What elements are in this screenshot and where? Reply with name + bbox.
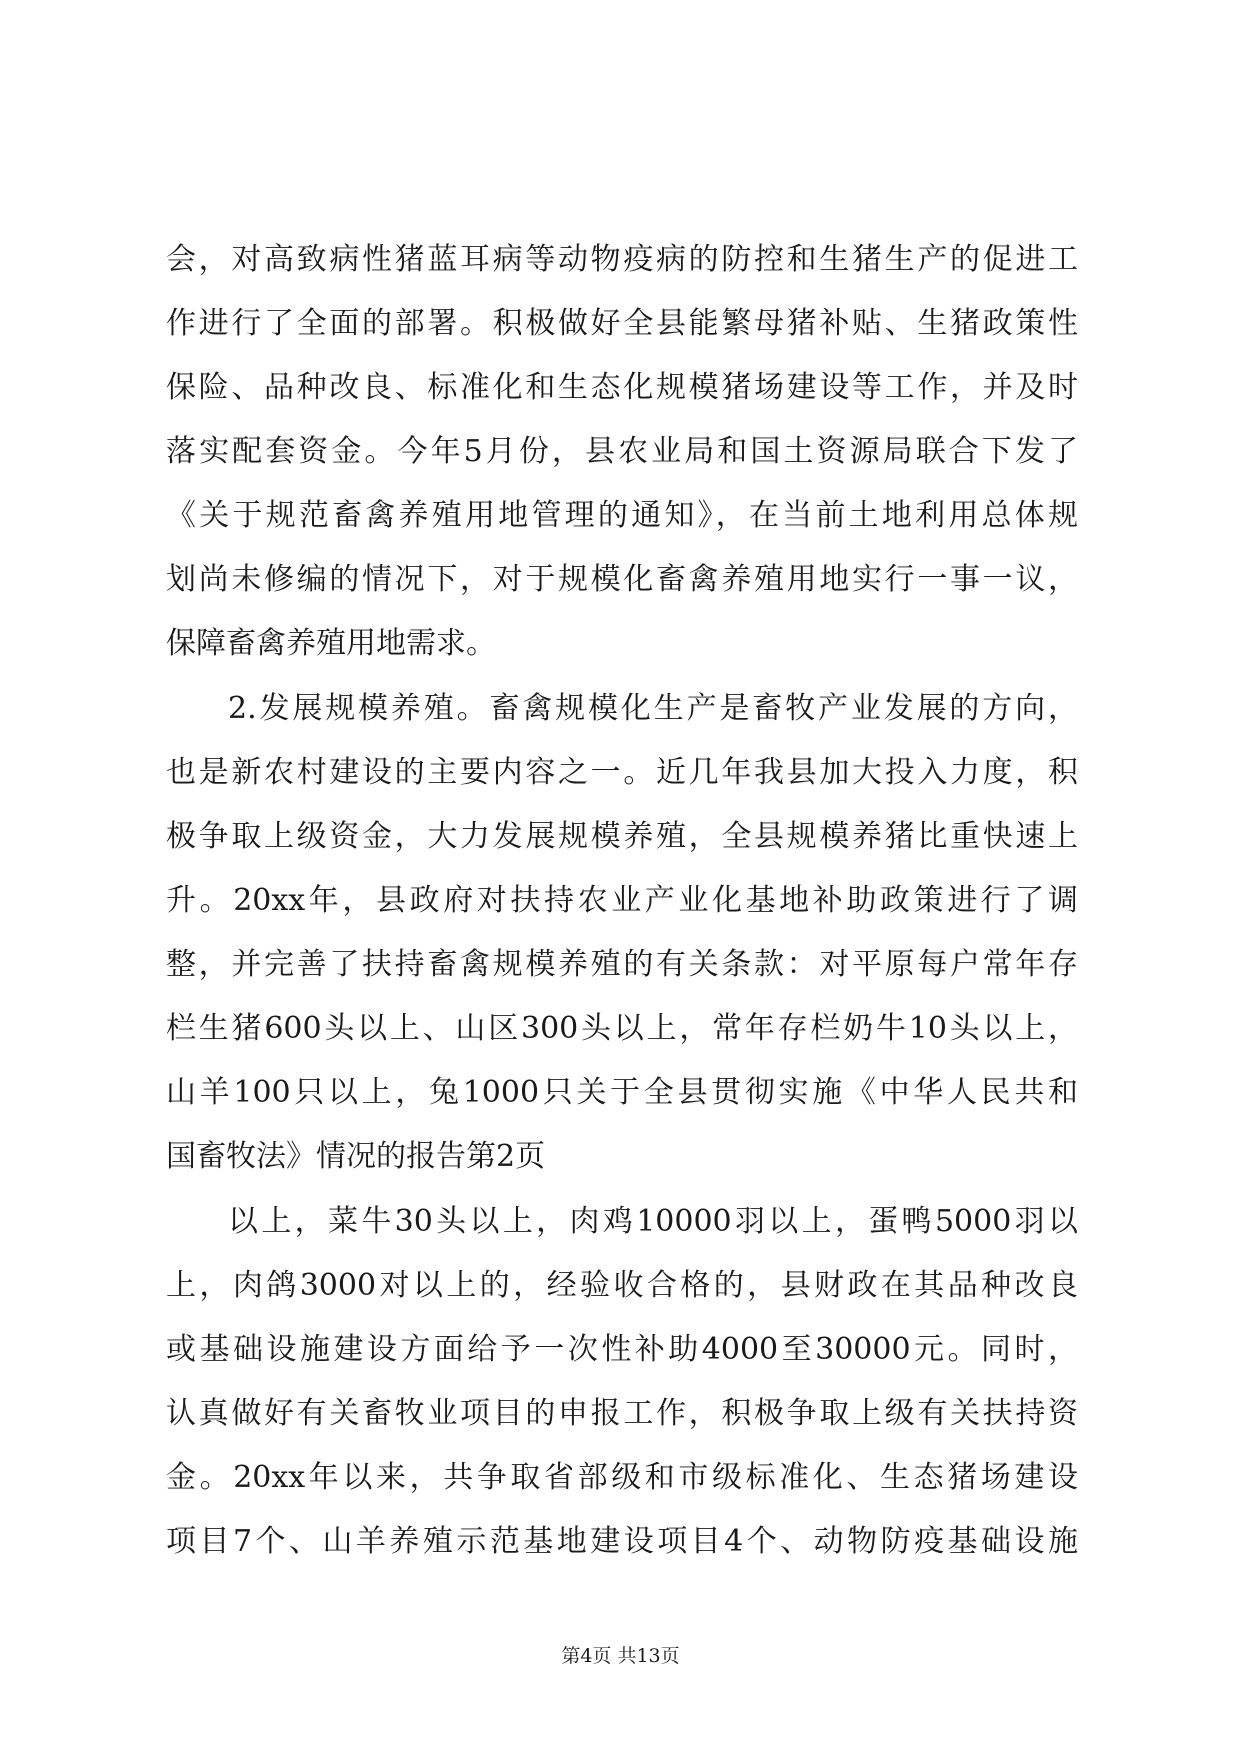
- text-line: 极争取上级资金，大力发展规模养殖，全县规模养猪比重快速上: [166, 819, 1078, 854]
- text-line: 山羊100只以上，兔1000只关于全县贯彻实施《中华人民共和: [166, 1075, 1078, 1110]
- paragraph-3: [166, 1190, 1078, 1574]
- text-line: 项目7个、山羊养殖示范基地建设项目4个、动物防疫基础设施: [166, 1524, 1078, 1559]
- text-line: 保险、品种改良、标准化和生态化规模猪场建设等工作，并及时: [166, 370, 1078, 405]
- text-line: 或基础设施建设方面给予一次性补助4000至30000元。同时，: [166, 1332, 1078, 1367]
- text-line: 以上，菜牛30头以上，肉鸡10000羽以上，蛋鸭5000羽以: [228, 1204, 1078, 1239]
- text-line: 整，并完善了扶持畜禽规模养殖的有关条款：对平原每户常年存: [166, 947, 1078, 982]
- text-line: 会，对高致病性猪蓝耳病等动物疫病的防控和生猪生产的促进工: [166, 242, 1078, 277]
- page-footer: [0, 1644, 1241, 1668]
- text-line: 落实配套资金。今年5月份，县农业局和国土资源局联合下发了: [166, 434, 1078, 469]
- text-line: 栏生猪600头以上、山区300头以上，常年存栏奶牛10头以上，: [166, 1011, 1078, 1046]
- paragraph-2: [166, 677, 1078, 1189]
- text-line: 国畜牧法》情况的报告第2页: [166, 1139, 546, 1174]
- text-line: 认真做好有关畜牧业项目的申报工作，积极争取上级有关扶持资: [166, 1396, 1078, 1431]
- text-line: 升。20xx年，县政府对扶持农业产业化基地补助政策进行了调: [166, 883, 1078, 918]
- text-line: 《关于规范畜禽养殖用地管理的通知》，在当前土地利用总体规: [166, 498, 1078, 533]
- text-line: 金。20xx年以来，共争取省部级和市级标准化、生态猪场建设: [166, 1460, 1078, 1495]
- text-line: 作进行了全面的部署。积极做好全县能繁母猪补贴、生猪政策性: [166, 306, 1078, 341]
- text-line: 保障畜禽养殖用地需求。: [166, 626, 496, 661]
- text-line: 上，肉鸽3000对以上的，经验收合格的，县财政在其品种改良: [166, 1268, 1078, 1303]
- body-text: [166, 228, 1078, 1574]
- text-line: 也是新农村建设的主要内容之一。近几年我县加大投入力度，积: [166, 755, 1078, 790]
- text-line: 2.发展规模养殖。畜禽规模化生产是畜牧产业发展的方向，: [228, 691, 1078, 726]
- paragraph-1: [166, 228, 1078, 676]
- text-line: 划尚未修编的情况下，对于规模化畜禽养殖用地实行一事一议，: [166, 562, 1078, 597]
- page-number-label: 第4页 共13页: [561, 1645, 680, 1667]
